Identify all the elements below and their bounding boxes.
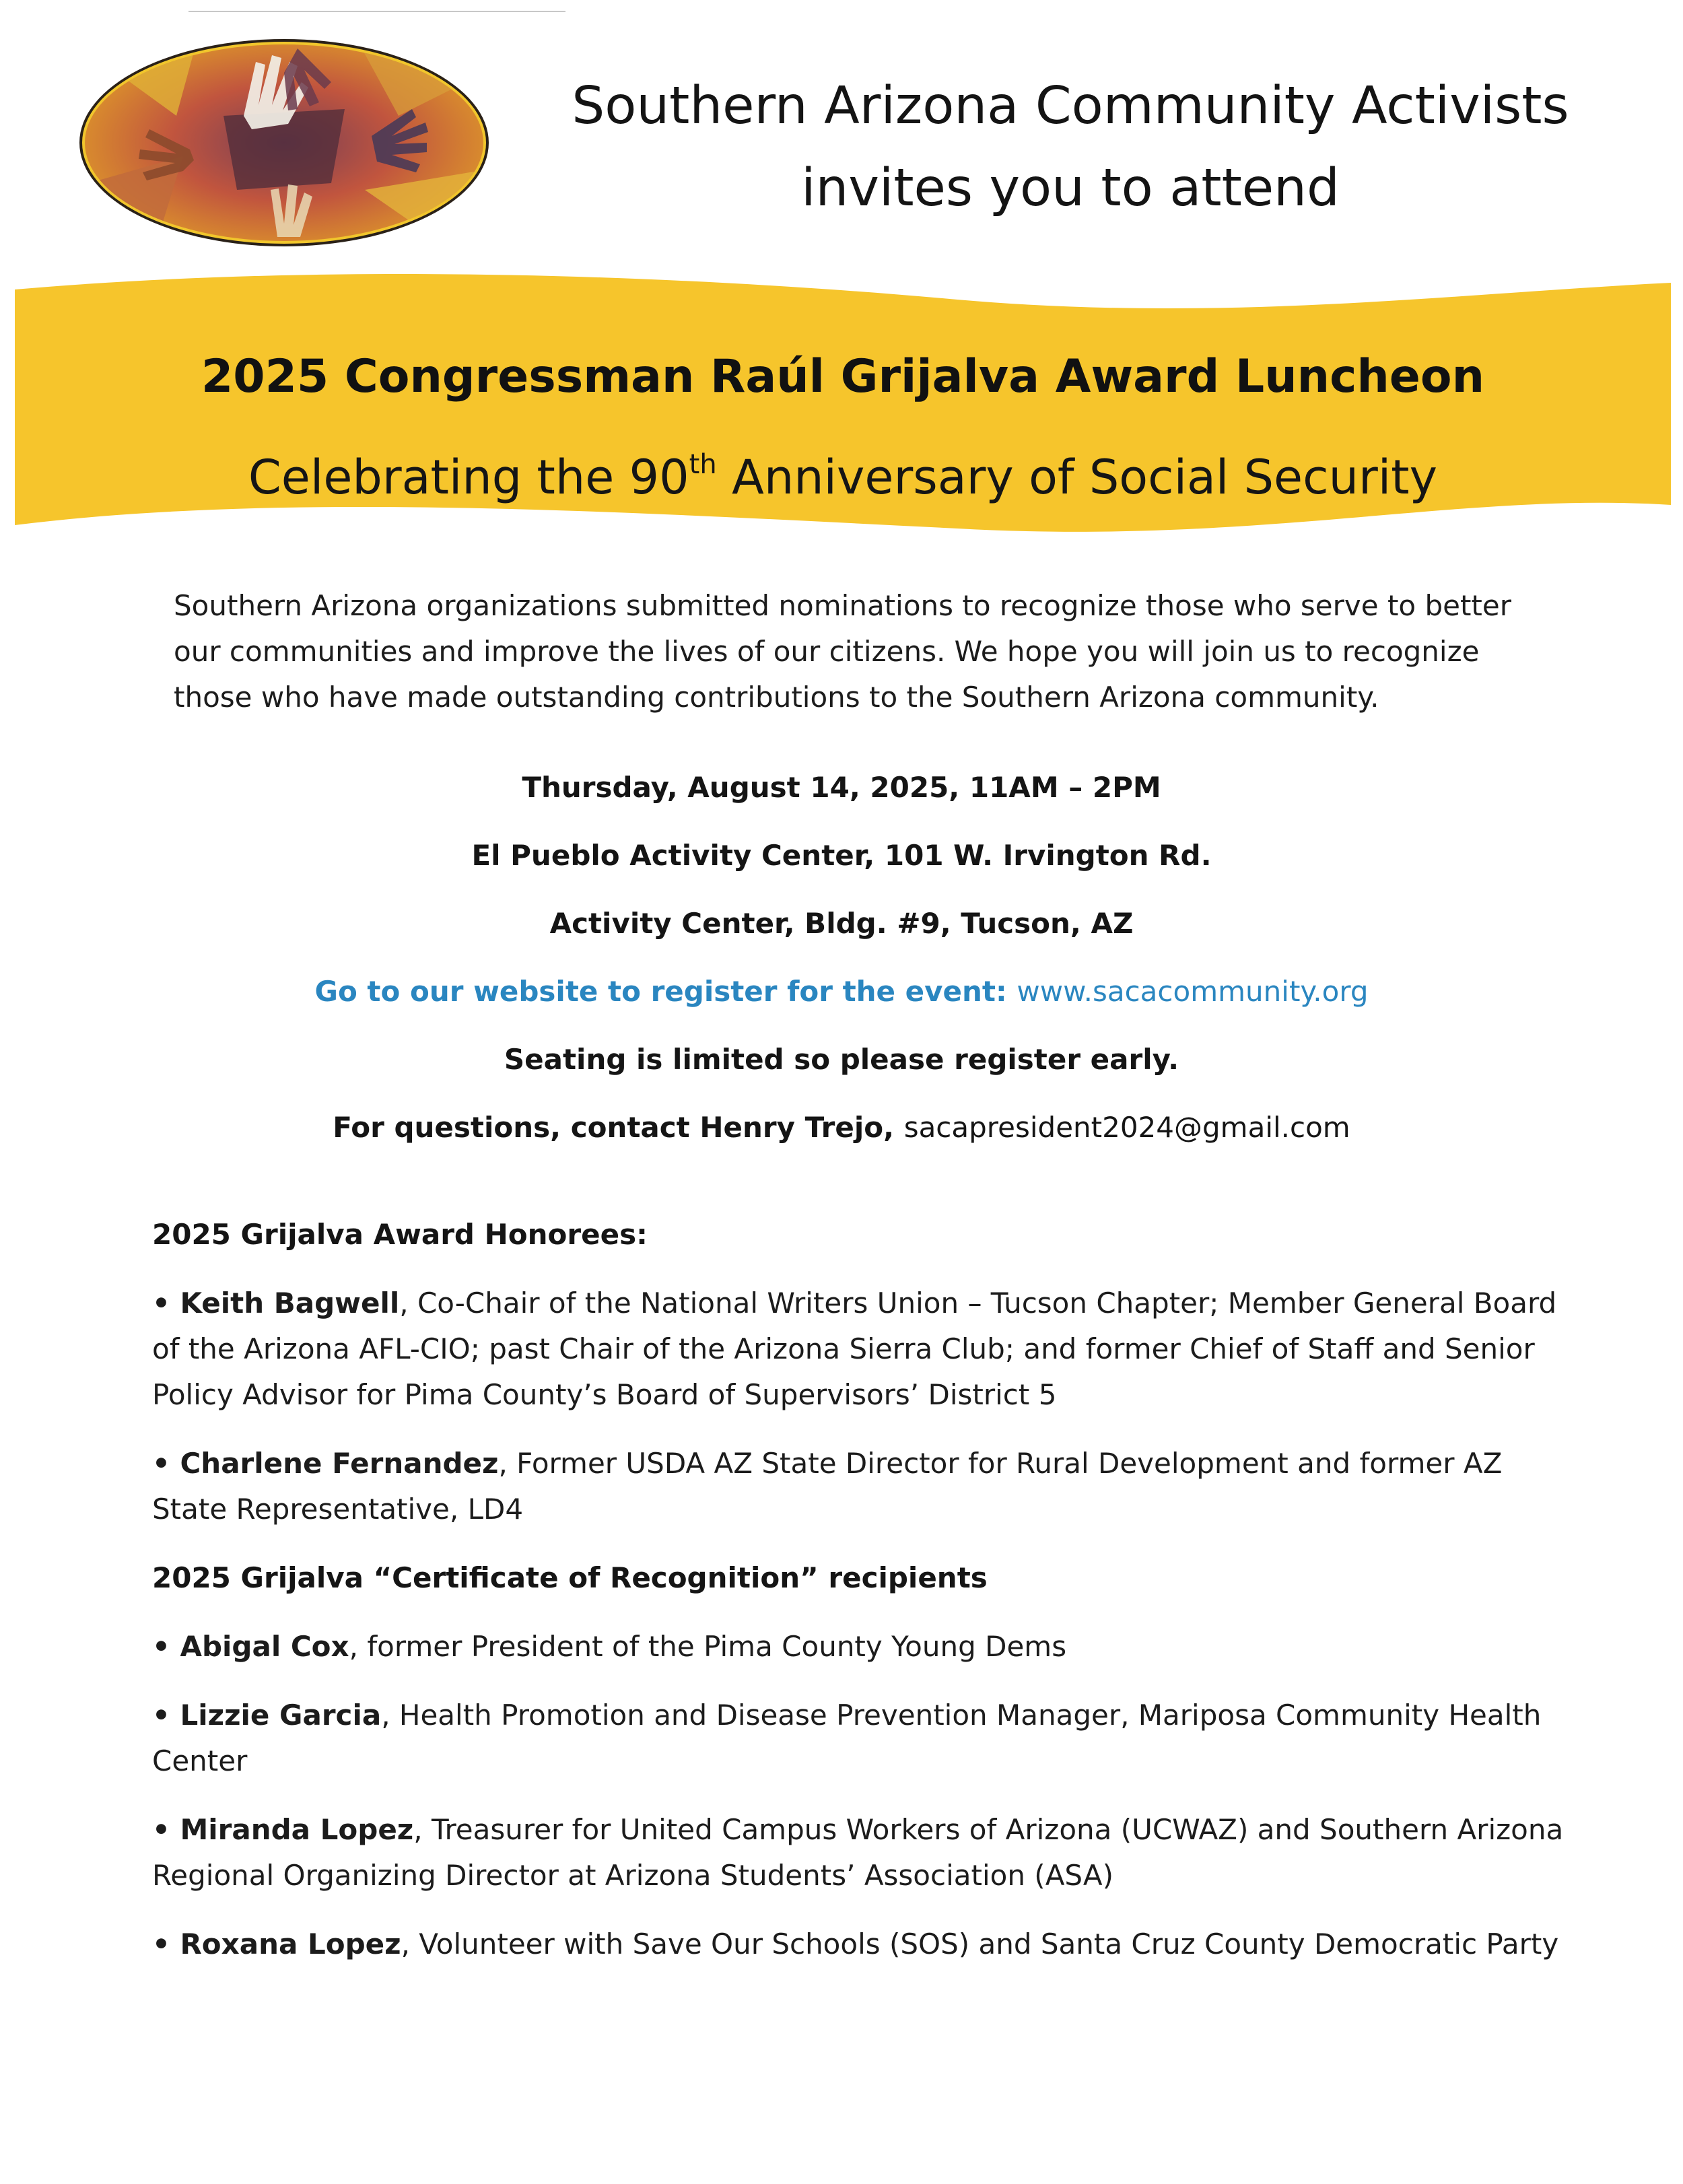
- certificates-heading: 2025 Grijalva “Certificate of Recognition” recipients: [152, 1561, 988, 1594]
- hands-logo-icon: [75, 35, 493, 250]
- event-date-time: Thursday, August 14, 2025, 11AM – 2PM: [522, 771, 1161, 804]
- recipient-name: • Abigal Cox: [152, 1630, 349, 1663]
- recipient-desc: , Volunteer with Save Our Schools (SOS) and Santa Cruz County Democratic Party: [401, 1927, 1559, 1960]
- subtitle-pre: Celebrating the 90: [248, 450, 689, 505]
- certificate-entry: [152, 1921, 1566, 1967]
- subtitle-ordinal: th: [689, 449, 717, 480]
- certificate-entry: [152, 1693, 1566, 1784]
- register-cta: Go to our website to register for the event:: [314, 975, 1007, 1008]
- honoree-entry: [152, 1281, 1566, 1418]
- recipient-name: • Miranda Lopez: [152, 1813, 414, 1846]
- invite-text: invites you to attend: [801, 158, 1340, 218]
- subtitle-post: Anniversary of Social Security: [716, 450, 1438, 505]
- contact-line: [0, 1107, 1683, 1175]
- website-link[interactable]: www.sacacommunity.org: [1017, 975, 1369, 1008]
- scan-edge-line: [188, 11, 565, 12]
- honoree-name: • Keith Bagwell: [152, 1287, 400, 1320]
- honoree-name: • Charlene Fernandez: [152, 1447, 499, 1480]
- recipient-desc: , Treasurer for United Campus Workers of Arizona (UCWAZ) and Southern Arizona Regional Organizing Director at Arizona Students’ Association (ASA): [152, 1813, 1564, 1892]
- recipient-desc: , Health Promotion and Disease Prevention Manager, Mariposa Community Health Center: [152, 1699, 1542, 1777]
- recipient-name: • Lizzie Garcia: [152, 1699, 382, 1732]
- seating-note: Seating is limited so please register early.: [504, 1043, 1179, 1076]
- recipient-name: • Roxana Lopez: [152, 1927, 401, 1960]
- honoree-entry: [152, 1441, 1566, 1532]
- certificate-entry: [152, 1624, 1566, 1670]
- event-subtitle: [15, 446, 1671, 510]
- honoree-desc: , Former USDA AZ State Director for Rural Development and former AZ State Representative, LD4: [152, 1447, 1503, 1526]
- contact-label: For questions, contact Henry Trejo,: [333, 1111, 895, 1144]
- honoree-desc: , Co-Chair of the National Writers Union – Tucson Chapter; Member General Board of the Arizona AFL-CIO; past Chair of the Arizona Sierra Club; and former Chief of Staff and Senior Policy Advisor for Pima County’s Board of Supervisors’ District 5: [152, 1287, 1557, 1411]
- event-title: 2025 Congressman Raúl Grijalva Award Luncheon: [201, 350, 1485, 403]
- honorees-section: [152, 1212, 1566, 1990]
- event-venue: El Pueblo Activity Center, 101 W. Irvington Rd.: [471, 839, 1212, 872]
- recipient-desc: , former President of the Pima County Young Dems: [349, 1630, 1067, 1663]
- contact-email[interactable]: sacapresident2024@gmail.com: [903, 1111, 1350, 1144]
- certificate-entry: [152, 1807, 1566, 1899]
- intro-paragraph: Southern Arizona organizations submitted nominations to recognize those who serve to better our communities and improve the lives of our citizens. We hope you will join us to recognize those who have made outstanding contributions to the Southern Arizona community.: [174, 589, 1512, 714]
- org-name: Southern Arizona Community Activists: [572, 76, 1569, 136]
- register-line: [0, 971, 1683, 1039]
- event-building: Activity Center, Bldg. #9, Tucson, AZ: [549, 907, 1134, 940]
- event-details: [0, 767, 1683, 1175]
- honorees-heading: 2025 Grijalva Award Honorees:: [152, 1218, 648, 1251]
